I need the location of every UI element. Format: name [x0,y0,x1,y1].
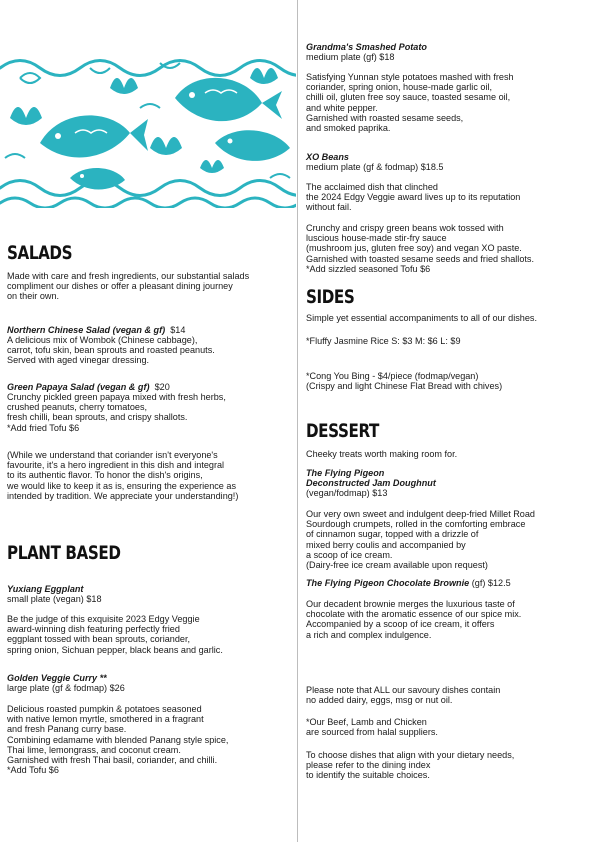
eggplant-desc: Be the judge of this exquisite 2023 Edgy Veggie award-winning dish featuring perfectly fried eggplant tossed with bean sprouts, coriander, spring onion, Sichuan pepper, black beans and garlic. [7,614,223,655]
northern-salad-price: $14 [170,325,186,335]
papaya-salad-desc: Crunchy pickled green papaya mixed with fresh herbs, crushed peanuts, cherry tomatoes, fresh chilli, bean sprouts, and crispy shallots. *Add fried Tofu $6 [7,392,226,433]
coriander-note: (While we understand that coriander isn't everyone's favourite, it's a hero ingredient in this dish and integral to its authentic flavor. To honor the dish's origins, we would like to keep it as is, ensuring the experience as intended by tradition. We appreciate your understanding!) [7,450,239,501]
papaya-salad-name: Green Papaya Salad (vegan & gf) [7,382,150,392]
sides-intro: Simple yet essential accompaniments to all of our dishes. [306,313,537,323]
doughnut-name: The Flying Pigeon Deconstructed Jam Doughnut [306,468,436,489]
xo-beans-size: medium plate (gf & fodmap) $18.5 [306,162,444,172]
brownie-desc: Our decadent brownie merges the luxurious taste of chocolate with the aromatic essence of our spice mix. Accompanied by a scoop of ice cream, it offers a rich and complex indulgence. [306,599,522,640]
dessert-heading: DESSERT [306,421,379,442]
doughnut-tag: (vegan/fodmap) $13 [306,488,388,498]
potato-name: Grandma's Smashed Potato [306,42,427,52]
xo-beans-name: XO Beans [306,152,349,162]
northern-salad-name: Northern Chinese Salad (vegan & gf) [7,325,166,335]
eggplant-size: small plate (vegan) $18 [7,594,102,604]
eggplant-name: Yuxiang Eggplant [7,584,84,594]
brownie-name: The Flying Pigeon Chocolate Brownie [306,578,470,588]
curry-size: large plate (gf & fodmap) $26 [7,683,125,693]
koi-fish-papercut-banner [0,48,296,208]
northern-salad-desc: A delicious mix of Wombok (Chinese cabbage), carrot, tofu skin, bean sprouts and roasted peanuts. Served with aged vinegar dressing. [7,335,215,366]
jasmine-rice: *Fluffy Jasmine Rice S: $3 M: $6 L: $9 [306,336,461,346]
papaya-salad-price: $20 [154,382,170,392]
salads-heading: SALADS [7,243,73,264]
plant-based-heading: PLANT BASED [7,543,121,564]
xo-beans-desc: The acclaimed dish that clinched the 2024 Edgy Veggie award lives up to its reputation without fail. [306,182,521,213]
curry-desc: Delicious roasted pumpkin & potatoes seasoned with native lemon myrtle, smothered in a fragrant and fresh Panang curry base. Combining edamame with blended Panang style spice, Thai lime, lemongrass, and coconut cream. Garnished with fresh Thai basil, coriander, and chilli. *Add Tofu $6 [7,704,229,776]
salads-intro: Made with care and fresh ingredients, our substantial salads compliment our dishes or offer a pleasant dining journey on their own. [7,271,250,302]
papaya-salad-title [7,382,170,392]
halal-note: *Our Beef, Lamb and Chicken are sourced from halal suppliers. [306,717,438,738]
potato-size: medium plate (gf) $18 [306,52,395,62]
northern-salad-title [7,325,185,335]
brownie-title [306,578,511,588]
curry-name: Golden Veggie Curry ** [7,673,107,683]
cong-you-bing: *Cong You Bing - $4/piece (fodmap/vegan) (Crispy and light Chinese Flat Bread with chives) [306,371,503,392]
potato-desc: Satisfying Yunnan style potatoes mashed with fresh coriander, spring onion, house-made garlic oil, chilli oil, gluten free soy sauce, toasted sesame oil, and white pepper. Garnished with roasted sesame seeds, and smoked paprika. [306,72,514,134]
dietary-note: Please note that ALL our savoury dishes contain no added dairy, eggs, msg or nut oil. [306,685,501,706]
brownie-tag: (gf) $12.5 [471,578,511,588]
column-divider [297,0,298,842]
doughnut-desc: Our very own sweet and indulgent deep-fried Millet Road Sourdough crumpets, rolled in the comforting embrace of cinnamon sugar, topped with a drizzle of mixed berry coulis and accompanied by a scoop of ice cream. (Dairy-free ice cream available upon request) [306,509,535,571]
dessert-intro: Cheeky treats worth making room for. [306,449,458,459]
dining-index-note: To choose dishes that align with your dietary needs, please refer to the dining index to identify the suitable choices. [306,750,515,781]
sides-heading: SIDES [306,287,355,308]
xo-beans-desc-2: Crunchy and crispy green beans wok tossed with luscious house-made stir-fry sauce (mushroom jus, gluten free soy) and vegan XO paste. Garnished with toasted sesame seeds and fried shallots. *Add sizzled seasoned Tofu $6 [306,223,534,274]
